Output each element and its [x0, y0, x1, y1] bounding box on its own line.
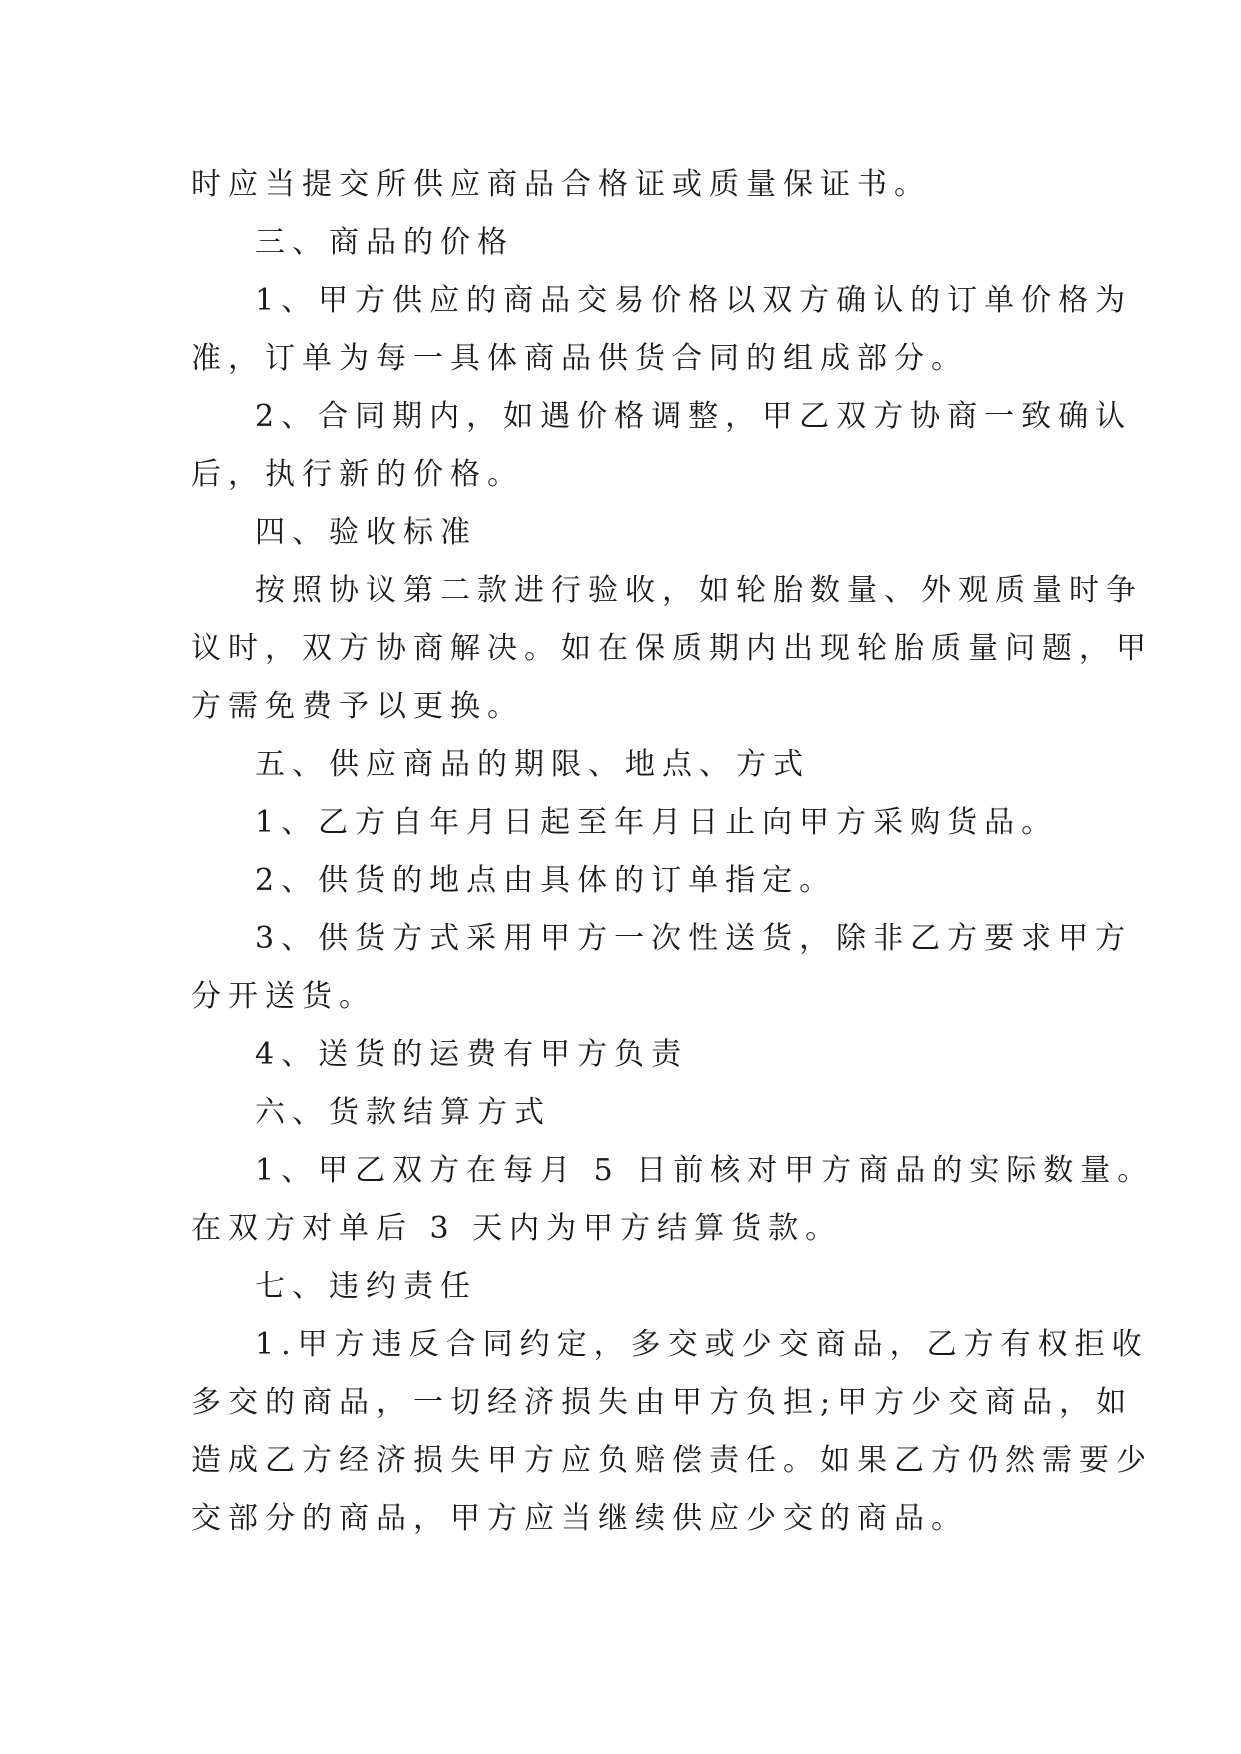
section-heading: 三、商品的价格	[255, 225, 514, 260]
text-line: 议时，双方协商解决。如在保质期内出现轮胎质量问题，甲	[191, 631, 1153, 666]
text-line: 2、合同期内，如遇价格调整，甲乙双方协商一致确认	[255, 399, 1133, 434]
text-line: 2、供货的地点由具体的订单指定。	[255, 863, 837, 898]
document-body	[191, 156, 1155, 1548]
text-line: 时应当提交所供应商品合格证或质量保证书。	[191, 167, 931, 202]
text-line: 分开送货。	[191, 979, 376, 1014]
text-line: 1、乙方自年月日起至年月日止向甲方采购货品。	[255, 805, 1059, 840]
text-line: 准，订单为每一具体商品供货合同的组成部分。	[191, 341, 968, 376]
text-line: 在双方对单后 3 天内为甲方结算货款。	[191, 1211, 843, 1246]
text-line: 造成乙方经济损失甲方应负赔偿责任。如果乙方仍然需要少	[191, 1443, 1153, 1478]
text-line: 后，执行新的价格。	[191, 457, 524, 492]
section-heading: 七、违约责任	[255, 1269, 477, 1304]
text-line: 3、供货方式采用甲方一次性送货，除非乙方要求甲方	[255, 921, 1133, 956]
text-line: 方需免费予以更换。	[191, 689, 524, 724]
section-heading: 五、供应商品的期限、地点、方式	[255, 747, 810, 782]
text-line: 4、送货的运费有甲方负责	[255, 1037, 689, 1072]
section-heading: 六、货款结算方式	[255, 1095, 551, 1130]
text-line: 多交的商品，一切经济损失由甲方负担;甲方少交商品，如	[191, 1385, 1134, 1420]
text-line: 1、甲方供应的商品交易价格以双方确认的订单价格为	[255, 283, 1133, 318]
text-line: 1、甲乙双方在每月 5 日前核对甲方商品的实际数量。	[255, 1153, 1155, 1188]
text-line: 按照协议第二款进行验收，如轮胎数量、外观质量时争	[255, 573, 1143, 608]
text-line: 1.甲方违反合同约定，多交或少交商品，乙方有权拒收	[255, 1327, 1149, 1362]
section-heading: 四、验收标准	[255, 515, 477, 550]
text-line: 交部分的商品，甲方应当继续供应少交的商品。	[191, 1501, 968, 1536]
